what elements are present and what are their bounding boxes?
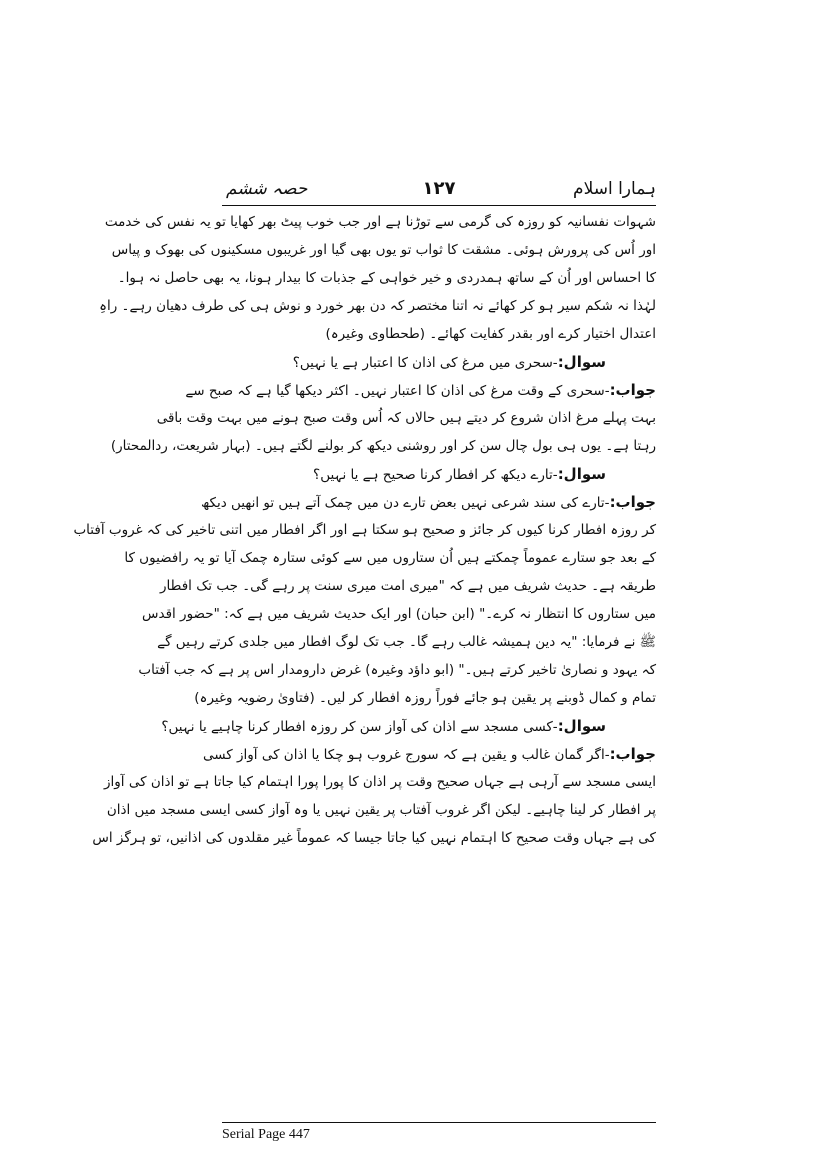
line-text: ﷺ نے فرمایا: "یہ دین ہمیشہ غالب رہے گا۔ جب تک لوگ افطار میں جلدی کرتے رہیں گے bbox=[157, 634, 656, 650]
text-line bbox=[106, 796, 656, 824]
text-line bbox=[202, 740, 656, 768]
line-text: -سحری کے وقت مرغ کی اذان کا اعتبار نہیں۔ اکثر دیکھا گیا ہے کہ صبح سے bbox=[185, 383, 610, 399]
line-text: بہت پہلے مرغ اذان شروع کر دیتے ہیں حالاں کہ اُس وقت صبح ہونے میں بہت وقت باقی bbox=[156, 410, 656, 426]
line-text: کہ یہود و نصاریٰ تاخیر کرتے ہیں۔" (ابو داؤد وغیرہ) غرض دارومدار اس پر ہے کہ جب آفتاب bbox=[138, 662, 656, 678]
qa-label: جواب: bbox=[609, 381, 656, 399]
line-text: شہوات نفسانیہ کو روزہ کی گرمی سے توڑنا ہے اور جب خوب پیٹ بھر کھایا تو یہ نفس کی خدمت bbox=[104, 214, 656, 230]
text-line bbox=[156, 404, 656, 432]
line-text: کا احساس اور اُن کے ساتھ ہمدردی و خیر خواہی کے جذبات کا بیدار ہونا، یہ بھی حاصل نہ ہوا۔ bbox=[117, 270, 656, 286]
text-line bbox=[142, 600, 656, 628]
header-divider bbox=[222, 205, 656, 206]
qa-label: جواب: bbox=[609, 493, 656, 511]
text-line bbox=[138, 656, 656, 684]
line-text: -کسی مسجد سے اذان کی آواز سن کر روزہ افطار کرنا چاہیے یا نہیں؟ bbox=[161, 719, 558, 735]
text-line bbox=[104, 208, 656, 236]
text-line bbox=[200, 488, 656, 516]
line-text: اعتدال اختیار کرے اور بقدر کفایت کھائے۔ (طحطاوی وغیرہ) bbox=[325, 326, 656, 342]
line-text: طریقہ ہے۔ حدیث شریف میں ہے کہ "میری امت میری سنت پر رہے گی۔ جب تک افطار bbox=[160, 578, 656, 594]
text-line bbox=[222, 320, 656, 348]
text-line bbox=[104, 768, 656, 796]
line-text: ایسی مسجد سے آرہی ہے جہاں صحیح وقت پر اذان کا پورا پورا اہتمام کیا جاتا ہے تو اذان کی آواز bbox=[104, 774, 656, 790]
serial-page-label: Serial Page 447 bbox=[222, 1127, 310, 1142]
text-line bbox=[185, 376, 656, 404]
line-text: میں ستاروں کا انتظار نہ کرے۔" (ابن حبان) اور ایک حدیث شریف میں ہے کہ: "حضور اقدس bbox=[142, 606, 656, 622]
footer-divider bbox=[222, 1122, 656, 1123]
text-line bbox=[157, 628, 656, 656]
line-text: اور اُس کی پرورش ہوئی۔ مشقت کا ثواب تو یوں بھی گیا اور غریبوں مسکینوں کی بھوک و پیاس bbox=[111, 242, 656, 258]
text-line bbox=[222, 348, 656, 376]
line-text: پر افطار کر لینا چاہیے۔ لیکن اگر غروب آفتاب پر یقین نہیں یا وہ آواز کسی ایسی مسجد میں اذان bbox=[106, 802, 656, 818]
line-text: کے بعد جو ستارے عموماً چمکتے ہیں اُن ستاروں میں سے کوئی ستارہ چمک آیا تو یہ رافضیوں کا bbox=[124, 550, 656, 566]
qa-label: سوال: bbox=[557, 717, 606, 735]
line-text: -سحری میں مرغ کی اذان کا اعتبار ہے یا نہیں؟ bbox=[292, 355, 558, 371]
text-line bbox=[92, 824, 656, 852]
line-text: تمام و کمال ڈوبنے پر یقین ہو جائے فوراً روزہ افطار کر لیں۔ (فتاویٰ رضویہ وغیرہ) bbox=[194, 690, 656, 706]
book-title: ہمارا اسلام bbox=[573, 179, 656, 199]
line-text: رہتا ہے۔ یوں ہی بول چال سن کر اور روشنی دیکھ کر بولنے لگتے ہیں۔ (بہار شریعت، ردالمحتار) bbox=[110, 438, 656, 454]
text-line bbox=[110, 432, 656, 460]
text-line bbox=[222, 460, 656, 488]
text-line bbox=[124, 544, 656, 572]
line-text: -تارے کی سند شرعی نہیں بعض تارے دن میں چمک آتے ہیں تو انھیں دیکھ bbox=[200, 495, 610, 511]
text-line bbox=[117, 264, 656, 292]
text-line bbox=[111, 236, 656, 264]
page-number: ۱۲۷ bbox=[422, 178, 456, 199]
qa-label: جواب: bbox=[609, 745, 656, 763]
line-text: کی ہے جہاں وقت صحیح کا اہتمام نہیں کیا جاتا جیسا کہ عموماً غیر مقلدوں کی اذانیں، تو ہرگز اس bbox=[92, 830, 656, 846]
text-line bbox=[161, 712, 656, 740]
line-text: کر روزہ افطار کرنا کیوں کر جائز و صحیح ہو سکتا ہے اور اگر افطار میں اتنی تاخیر کی کہ غروب آفتاب bbox=[73, 522, 656, 538]
text-line bbox=[194, 684, 656, 712]
page-header bbox=[222, 175, 656, 205]
line-text: -تارے دیکھ کر افطار کرنا صحیح ہے یا نہیں؟ bbox=[313, 467, 558, 483]
body-text bbox=[73, 208, 656, 852]
qa-label: سوال: bbox=[557, 465, 606, 483]
qa-label: سوال: bbox=[557, 353, 606, 371]
book-part: حصہ ششم bbox=[226, 179, 308, 199]
line-text: -اگر گمان غالب و یقین ہے کہ سورج غروب ہو چکا یا اذان کی آواز کسی bbox=[202, 747, 610, 763]
text-line bbox=[99, 292, 656, 320]
text-line bbox=[73, 516, 656, 544]
text-line bbox=[160, 572, 656, 600]
line-text: لہٰذا نہ شکم سیر ہو کر کھائے نہ اتنا مختصر کہ دن بھر خورد و نوش ہی کی طرف دھیان رہے۔ راہِ bbox=[99, 298, 656, 314]
